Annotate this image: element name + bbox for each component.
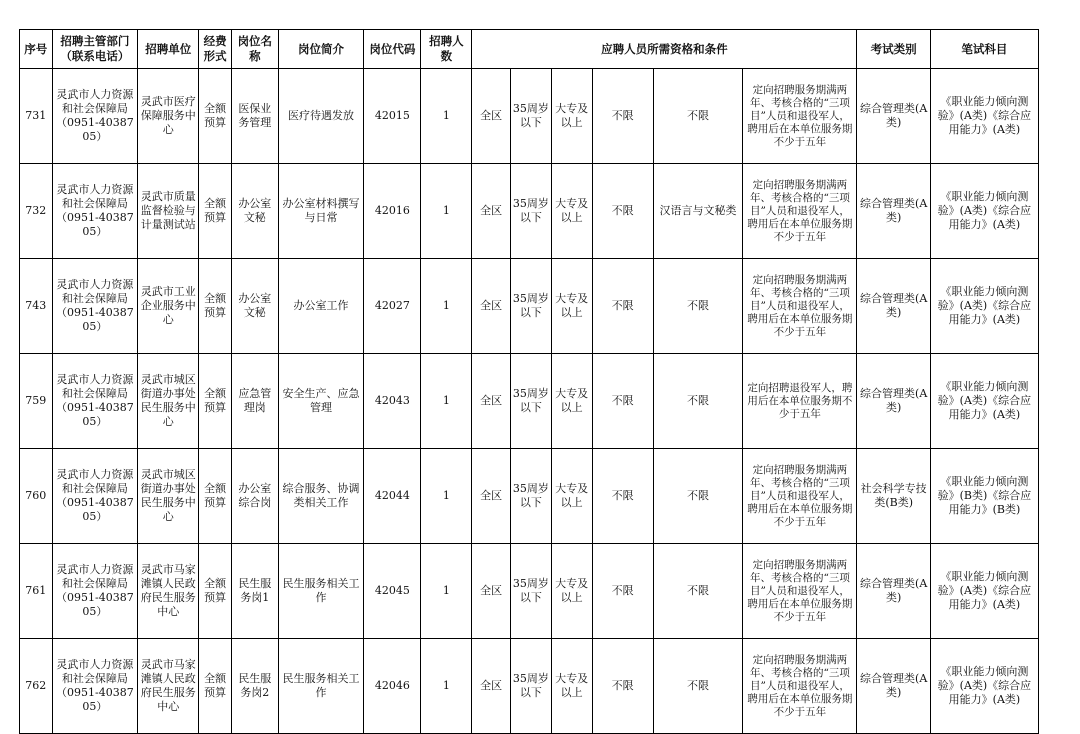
cell-other: 汉语言与文秘类 — [653, 164, 743, 259]
cell-exam: 综合管理类(A类) — [857, 544, 930, 639]
cell-fund: 全额预算 — [199, 259, 232, 354]
cell-post: 办公室文秘 — [231, 259, 278, 354]
cell-major: 不限 — [592, 354, 653, 449]
table-row — [20, 69, 1039, 164]
header-dept: 招聘主管部门（联系电话） — [52, 30, 138, 69]
cell-dept: 灵武市人力资源和社会保障局（0951-4038705） — [52, 164, 138, 259]
cell-post: 办公室文秘 — [231, 164, 278, 259]
cell-exam: 社会科学专技类(B类) — [857, 449, 930, 544]
cell-other: 不限 — [653, 449, 743, 544]
cell-code: 42027 — [364, 259, 421, 354]
cell-major: 不限 — [592, 544, 653, 639]
cell-subject: 《职业能力倾向测验》(B类)《综合应用能力》(B类) — [930, 449, 1038, 544]
cell-exam: 综合管理类(A类) — [857, 639, 930, 734]
cell-edu: 大专及以上 — [551, 449, 592, 544]
cell-dept: 灵武市人力资源和社会保障局（0951-4038705） — [52, 259, 138, 354]
table-row — [20, 259, 1039, 354]
cell-seq: 760 — [20, 449, 53, 544]
cell-area: 全区 — [472, 449, 511, 544]
cell-subject: 《职业能力倾向测验》(A类)《综合应用能力》(A类) — [930, 69, 1038, 164]
cell-dept: 灵武市人力资源和社会保障局（0951-4038705） — [52, 449, 138, 544]
cell-other: 不限 — [653, 259, 743, 354]
cell-fund: 全额预算 — [199, 639, 232, 734]
table-row — [20, 639, 1039, 734]
cell-code: 42045 — [364, 544, 421, 639]
header-fund: 经费形式 — [199, 30, 232, 69]
cell-num: 1 — [421, 354, 472, 449]
cell-desc: 办公室工作 — [278, 259, 364, 354]
cell-unit: 灵武市医疗保障服务中心 — [138, 69, 199, 164]
cell-edu: 大专及以上 — [551, 69, 592, 164]
cell-other: 不限 — [653, 69, 743, 164]
cell-condition: 定向招聘服务期满两年、考核合格的“三项目”人员和退役军人，聘用后在本单位服务期不少于五年 — [743, 449, 857, 544]
cell-fund: 全额预算 — [199, 354, 232, 449]
cell-code: 42016 — [364, 164, 421, 259]
header-subject: 笔试科目 — [930, 30, 1038, 69]
cell-desc: 民生服务相关工作 — [278, 544, 364, 639]
header-num: 招聘人数 — [421, 30, 472, 69]
cell-major: 不限 — [592, 259, 653, 354]
cell-age: 35周岁以下 — [511, 164, 552, 259]
cell-condition: 定向招聘服务期满两年、考核合格的“三项目”人员和退役军人，聘用后在本单位服务期不少于五年 — [743, 259, 857, 354]
cell-code: 42043 — [364, 354, 421, 449]
cell-seq: 743 — [20, 259, 53, 354]
cell-num: 1 — [421, 639, 472, 734]
cell-unit: 灵武市城区街道办事处民生服务中心 — [138, 354, 199, 449]
cell-num: 1 — [421, 449, 472, 544]
cell-desc: 办公室材料撰写与日常 — [278, 164, 364, 259]
cell-post: 办公室综合岗 — [231, 449, 278, 544]
cell-age: 35周岁以下 — [511, 354, 552, 449]
cell-exam: 综合管理类(A类) — [857, 354, 930, 449]
cell-age: 35周岁以下 — [511, 69, 552, 164]
cell-condition: 定向招聘服务期满两年、考核合格的“三项目”人员和退役军人，聘用后在本单位服务期不少于五年 — [743, 639, 857, 734]
header-seq: 序号 — [20, 30, 53, 69]
cell-unit: 灵武市马家滩镇人民政府民生服务中心 — [138, 639, 199, 734]
cell-code: 42044 — [364, 449, 421, 544]
header-requirements: 应聘人员所需资格和条件 — [472, 30, 857, 69]
cell-subject: 《职业能力倾向测验》(A类)《综合应用能力》(A类) — [930, 639, 1038, 734]
cell-num: 1 — [421, 544, 472, 639]
cell-desc: 安全生产、应急管理 — [278, 354, 364, 449]
cell-seq: 731 — [20, 69, 53, 164]
cell-area: 全区 — [472, 354, 511, 449]
cell-desc: 医疗待遇发放 — [278, 69, 364, 164]
cell-major: 不限 — [592, 164, 653, 259]
table-row — [20, 449, 1039, 544]
cell-dept: 灵武市人力资源和社会保障局（0951-4038705） — [52, 639, 138, 734]
cell-unit: 灵武市城区街道办事处民生服务中心 — [138, 449, 199, 544]
cell-unit: 灵武市质量监督检验与计量测试站 — [138, 164, 199, 259]
cell-major: 不限 — [592, 449, 653, 544]
header-desc: 岗位简介 — [278, 30, 364, 69]
table-row — [20, 354, 1039, 449]
cell-area: 全区 — [472, 259, 511, 354]
cell-edu: 大专及以上 — [551, 354, 592, 449]
cell-condition: 定向招聘服务期满两年、考核合格的“三项目”人员和退役军人，聘用后在本单位服务期不少于五年 — [743, 69, 857, 164]
cell-fund: 全额预算 — [199, 544, 232, 639]
header-code: 岗位代码 — [364, 30, 421, 69]
recruitment-table — [19, 29, 1039, 734]
cell-major: 不限 — [592, 639, 653, 734]
cell-subject: 《职业能力倾向测验》(A类)《综合应用能力》(A类) — [930, 164, 1038, 259]
table-row — [20, 544, 1039, 639]
cell-edu: 大专及以上 — [551, 164, 592, 259]
cell-code: 42046 — [364, 639, 421, 734]
cell-num: 1 — [421, 164, 472, 259]
cell-age: 35周岁以下 — [511, 544, 552, 639]
cell-num: 1 — [421, 69, 472, 164]
cell-condition: 定向招聘服务期满两年、考核合格的“三项目”人员和退役军人，聘用后在本单位服务期不少于五年 — [743, 544, 857, 639]
cell-dept: 灵武市人力资源和社会保障局（0951-4038705） — [52, 69, 138, 164]
cell-age: 35周岁以下 — [511, 639, 552, 734]
header-post: 岗位名称 — [231, 30, 278, 69]
header-exam: 考试类别 — [857, 30, 930, 69]
cell-desc: 综合服务、协调类相关工作 — [278, 449, 364, 544]
cell-unit: 灵武市工业企业服务中心 — [138, 259, 199, 354]
cell-fund: 全额预算 — [199, 69, 232, 164]
cell-edu: 大专及以上 — [551, 639, 592, 734]
cell-major: 不限 — [592, 69, 653, 164]
cell-num: 1 — [421, 259, 472, 354]
cell-fund: 全额预算 — [199, 164, 232, 259]
table-row — [20, 164, 1039, 259]
cell-condition: 定向招聘退役军人，聘用后在本单位服务期不少于五年 — [743, 354, 857, 449]
header-unit: 招聘单位 — [138, 30, 199, 69]
cell-subject: 《职业能力倾向测验》(A类)《综合应用能力》(A类) — [930, 354, 1038, 449]
cell-age: 35周岁以下 — [511, 449, 552, 544]
cell-subject: 《职业能力倾向测验》(A类)《综合应用能力》(A类) — [930, 544, 1038, 639]
cell-dept: 灵武市人力资源和社会保障局（0951-4038705） — [52, 354, 138, 449]
cell-age: 35周岁以下 — [511, 259, 552, 354]
cell-other: 不限 — [653, 354, 743, 449]
cell-fund: 全额预算 — [199, 449, 232, 544]
header-row — [20, 30, 1039, 69]
cell-dept: 灵武市人力资源和社会保障局（0951-4038705） — [52, 544, 138, 639]
cell-post: 应急管理岗 — [231, 354, 278, 449]
cell-exam: 综合管理类(A类) — [857, 259, 930, 354]
cell-area: 全区 — [472, 544, 511, 639]
cell-seq: 759 — [20, 354, 53, 449]
cell-area: 全区 — [472, 639, 511, 734]
cell-subject: 《职业能力倾向测验》(A类)《综合应用能力》(A类) — [930, 259, 1038, 354]
cell-condition: 定向招聘服务期满两年、考核合格的“三项目”人员和退役军人，聘用后在本单位服务期不少于五年 — [743, 164, 857, 259]
recruitment-table-container — [19, 29, 1039, 734]
cell-exam: 综合管理类(A类) — [857, 69, 930, 164]
cell-other: 不限 — [653, 544, 743, 639]
cell-seq: 761 — [20, 544, 53, 639]
cell-other: 不限 — [653, 639, 743, 734]
cell-post: 民生服务岗2 — [231, 639, 278, 734]
cell-unit: 灵武市马家滩镇人民政府民生服务中心 — [138, 544, 199, 639]
cell-edu: 大专及以上 — [551, 259, 592, 354]
cell-post: 医保业务管理 — [231, 69, 278, 164]
cell-area: 全区 — [472, 164, 511, 259]
cell-exam: 综合管理类(A类) — [857, 164, 930, 259]
cell-seq: 732 — [20, 164, 53, 259]
cell-code: 42015 — [364, 69, 421, 164]
cell-post: 民生服务岗1 — [231, 544, 278, 639]
cell-seq: 762 — [20, 639, 53, 734]
cell-desc: 民生服务相关工作 — [278, 639, 364, 734]
cell-area: 全区 — [472, 69, 511, 164]
cell-edu: 大专及以上 — [551, 544, 592, 639]
